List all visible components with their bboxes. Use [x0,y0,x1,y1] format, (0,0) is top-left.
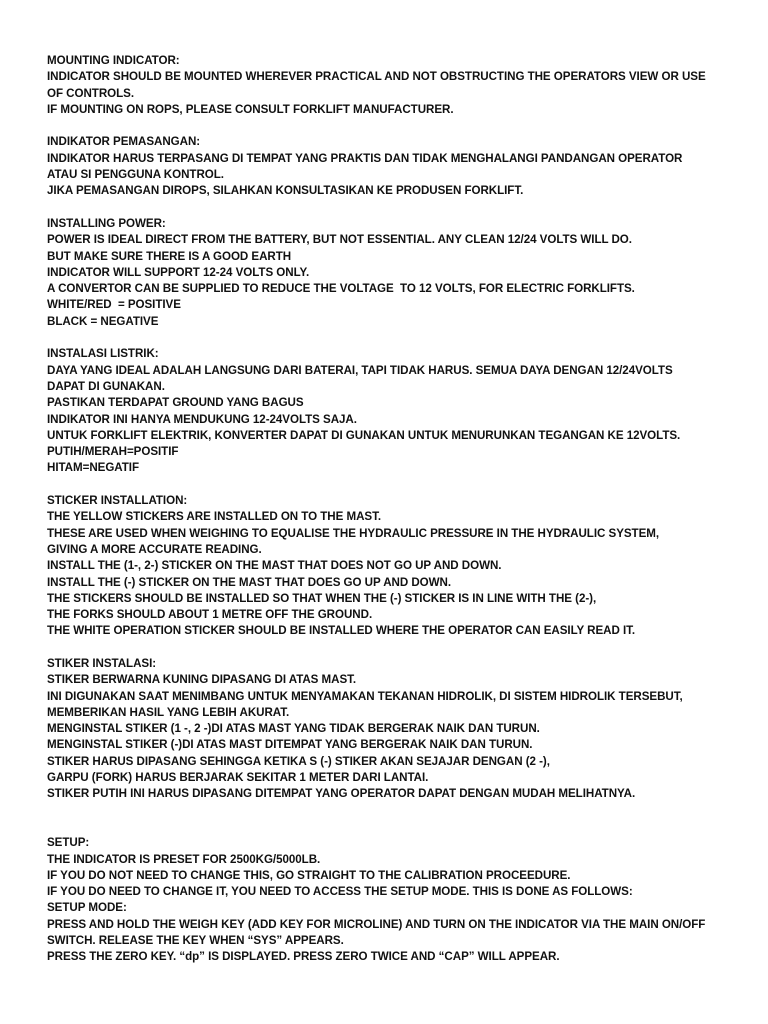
section-heading: STICKER INSTALLATION: [47,494,188,508]
text-line: PRESS AND HOLD THE WEIGH KEY (ADD KEY FOR MICROLINE) AND TURN ON THE INDICATOR VIA THE MAIN ON/OFF [47,917,706,931]
text-line: PRESS THE ZERO KEY. “dp” IS DISPLAYED. PRESS ZERO TWICE AND “CAP” WILL APPEAR. [47,950,560,964]
section-indikator-pemasangan [47,134,747,199]
text-line: INDIKATOR INI HANYA MENDUKUNG 12-24VOLTS SAJA. [47,412,357,426]
text-line: INSTALL THE (1-, 2-) STICKER ON THE MAST THAT DOES NOT GO UP AND DOWN. [47,559,502,573]
text-line: INDICATOR SHOULD BE MOUNTED WHEREVER PRACTICAL AND NOT OBSTRUCTING THE OPERATORS VIEW OR USE [47,70,706,84]
document-page [47,53,747,966]
text-line: JIKA PEMASANGAN DIROPS, SILAHKAN KONSULTASIKAN KE PRODUSEN FORKLIFT. [47,184,524,198]
section-instalasi-listrik [47,346,747,476]
section-mounting-indicator [47,53,747,118]
text-line: OF CONTROLS. [47,86,134,100]
text-line: ATAU SI PENGGUNA KONTROL. [47,168,224,182]
text-line: THE FORKS SHOULD ABOUT 1 METRE OFF THE GROUND. [47,608,373,622]
text-line: MENGINSTAL STIKER (1 -, 2 -)DI ATAS MAST YANG TIDAK BERGERAK NAIK DAN TURUN. [47,722,540,736]
text-line: GIVING A MORE ACCURATE READING. [47,542,262,556]
section-heading: MOUNTING INDICATOR: [47,54,180,67]
text-line: STIKER HARUS DIPASANG SEHINGGA KETIKA S (-) STIKER AKAN SEJAJAR DENGAN (2 -), [47,754,550,768]
text-line: MENGINSTAL STIKER (-)DI ATAS MAST DITEMPAT YANG BERGERAK NAIK DAN TURUN. [47,738,533,752]
text-line: IF YOU DO NEED TO CHANGE IT, YOU NEED TO ACCESS THE SETUP MODE. THIS IS DONE AS FOLLOWS: [47,885,633,899]
text-line: THE INDICATOR IS PRESET FOR 2500KG/5000LB. [47,852,321,866]
text-line: INDIKATOR HARUS TERPASANG DI TEMPAT YANG PRAKTIS DAN TIDAK MENGHALANGI PANDANGAN OPERATOR [47,151,683,165]
text-line: HITAM=NEGATIF [47,461,139,475]
section-setup [47,835,747,900]
text-line: INDICATOR WILL SUPPORT 12-24 VOLTS ONLY. [47,265,310,279]
text-line: POWER IS IDEAL DIRECT FROM THE BATTERY, BUT NOT ESSENTIAL. ANY CLEAN 12/24 VOLTS WILL DO. [47,233,632,247]
text-line: INI DIGUNAKAN SAAT MENIMBANG UNTUK MENYAMAKAN TEKANAN HIDROLIK, DI SISTEM HIDROLIK TERSEBUT, [47,689,683,703]
section-heading: INSTALASI LISTRIK: [47,347,159,361]
text-line: BLACK = NEGATIVE [47,314,159,328]
text-line: BUT MAKE SURE THERE IS A GOOD EARTH [47,249,292,263]
text-line: DAPAT DI GUNAKAN. [47,379,165,393]
text-line: THE WHITE OPERATION STICKER SHOULD BE INSTALLED WHERE THE OPERATOR CAN EASILY READ IT. [47,624,636,638]
text-line: GARPU (FORK) HARUS BERJARAK SEKITAR 1 METER DARI LANTAI. [47,771,429,785]
text-line: DAYA YANG IDEAL ADALAH LANGSUNG DARI BATERAI, TAPI TIDAK HARUS. SEMUA DAYA DENGAN 12/24VOLTS [47,363,673,377]
section-heading: INDIKATOR PEMASANGAN: [47,135,201,149]
text-line: PUTIH/MERAH=POSITIF [47,445,179,459]
text-line: STIKER BERWARNA KUNING DIPASANG DI ATAS MAST. [47,673,357,687]
text-line: PASTIKAN TERDAPAT GROUND YANG BAGUS [47,396,304,410]
text-line: THESE ARE USED WHEN WEIGHING TO EQUALISE THE HYDRAULIC PRESSURE IN THE HYDRAULIC SYSTEM, [47,526,660,540]
text-line: SWITCH. RELEASE THE KEY WHEN “SYS” APPEARS. [47,934,344,948]
text-line: WHITE/RED = POSITIVE [47,298,181,312]
section-setup-mode [47,900,747,965]
text-line: THE STICKERS SHOULD BE INSTALLED SO THAT WHEN THE (-) STICKER IS IN LINE WITH THE (2-), [47,591,597,605]
text-line: MEMBERIKAN HASIL YANG LEBIH AKURAT. [47,705,290,719]
section-installing-power [47,216,747,330]
section-sticker-installation [47,493,747,640]
section-heading: SETUP MODE: [47,901,127,915]
text-line: STIKER PUTIH INI HARUS DIPASANG DITEMPAT YANG OPERATOR DAPAT DENGAN MUDAH MELIHATNYA. [47,787,636,801]
text-line: IF YOU DO NOT NEED TO CHANGE THIS, GO STRAIGHT TO THE CALIBRATION PROCEEDURE. [47,868,571,882]
text-line: IF MOUNTING ON ROPS, PLEASE CONSULT FORKLIFT MANUFACTURER. [47,102,454,116]
text-line: UNTUK FORKLIFT ELEKTRIK, KONVERTER DAPAT DI GUNAKAN UNTUK MENURUNKAN TEGANGAN KE 12VOLTS. [47,428,681,442]
text-line: INSTALL THE (-) STICKER ON THE MAST THAT DOES GO UP AND DOWN. [47,575,452,589]
text-line: A CONVERTOR CAN BE SUPPLIED TO REDUCE THE VOLTAGE TO 12 VOLTS, FOR ELECTRIC FORKLIFTS. [47,282,635,296]
section-stiker-instalasi [47,656,747,803]
section-heading: INSTALLING POWER: [47,216,166,230]
section-heading: STIKER INSTALASI: [47,656,157,670]
section-heading: SETUP: [47,836,90,850]
text-line: THE YELLOW STICKERS ARE INSTALLED ON TO THE MAST. [47,510,381,524]
